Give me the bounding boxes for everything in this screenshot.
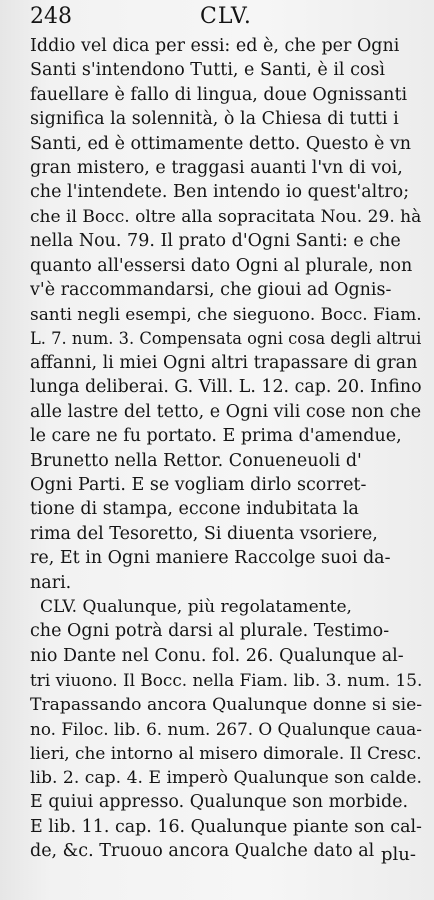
section-heading-line: CLV. Qualunque, più regolatamente, bbox=[40, 596, 352, 617]
text-line: nari. bbox=[30, 572, 72, 593]
text-line: santi negli esempi, che sieguono. Bocc. Fiam. bbox=[30, 304, 422, 325]
text-line: lieri, che intorno al misero dimorale. Il Cresc. bbox=[30, 743, 422, 764]
text-line: tione di stampa, eccone indubitata la bbox=[30, 499, 359, 520]
text-line: lunga deliberai. G. Vill. L. 12. cap. 20. Infino bbox=[30, 377, 422, 398]
text-line: quanto all'essersi dato Ogni al plurale, non bbox=[30, 255, 413, 276]
text-line: nella Nou. 79. Il prato d'Ogni Santi: e che bbox=[30, 231, 401, 252]
text-line: che Ogni potrà darsi al plurale. Testimo- bbox=[30, 621, 390, 642]
text-line: L. 7. num. 3. Compensata ogni cosa degli altrui bbox=[30, 328, 422, 348]
text-line: affanni, li miei Ogni altri trapassare di gran bbox=[30, 353, 418, 374]
text-line: le care ne fu portato. E prima d'amendue, bbox=[30, 426, 402, 447]
text-line: no. Filoc. lib. 6. num. 267. O Qualunque caua- bbox=[30, 718, 422, 739]
section-header: CLV. bbox=[200, 4, 252, 29]
text-line: Santi, ed è ottimamente detto. Questo è vn bbox=[30, 133, 412, 154]
text-line: Trapassando ancora Qualunque donne si sie- bbox=[30, 694, 422, 715]
text-line: Ogni Parti. E se vogliam dirlo scorret- bbox=[30, 475, 367, 496]
text-line: che il Bocc. oltre alla sopracitata Nou. 29. hà bbox=[30, 206, 422, 227]
text-line: de, &c. Truouo ancora Qualche dato al bbox=[30, 840, 375, 861]
text-line: alle lastre del tetto, e Ogni vili cose non che bbox=[30, 401, 422, 422]
catchword: plu- bbox=[381, 844, 416, 865]
page-number: 248 bbox=[30, 4, 72, 29]
text-line: che l'intendete. Ben intendo io quest'altro; bbox=[30, 182, 410, 203]
text-line: v'è raccommandarsi, che gioui ad Ognis- bbox=[30, 279, 392, 300]
text-line: E quiui appresso. Qualunque son morbide. bbox=[30, 792, 409, 813]
text-line: gran mistero, e traggasi auanti l'vn di voi, bbox=[30, 157, 403, 178]
text-line: re, Et in Ogni maniere Raccolge suoi da- bbox=[30, 548, 391, 569]
text-line: fauellare è fallo di lingua, doue Ognissanti bbox=[30, 84, 408, 105]
text-line: Brunetto nella Rettor. Conueneuoli d' bbox=[30, 450, 362, 471]
body-text bbox=[30, 34, 422, 863]
running-header bbox=[30, 6, 428, 28]
text-line: tri viuono. Il Bocc. nella Fiam. lib. 3. num. 15. bbox=[30, 670, 422, 691]
text-line: Santi s'intendono Tutti, e Santi, è il così bbox=[30, 60, 385, 81]
text-line: nio Dante nel Conu. fol. 26. Qualunque al- bbox=[30, 645, 404, 666]
text-line: Iddio vel dica per essi: ed è, che per Ogni bbox=[30, 36, 400, 56]
text-line: significa la solennità, ò la Chiesa di tutti i bbox=[30, 109, 399, 130]
text-line: lib. 2. cap. 4. E imperò Qualunque son calde. bbox=[30, 767, 422, 788]
text-line: rima del Tesoretto, Si diuenta vsoriere, bbox=[30, 523, 378, 544]
text-line: E lib. 11. cap. 16. Qualunque piante son cal- bbox=[30, 816, 422, 837]
